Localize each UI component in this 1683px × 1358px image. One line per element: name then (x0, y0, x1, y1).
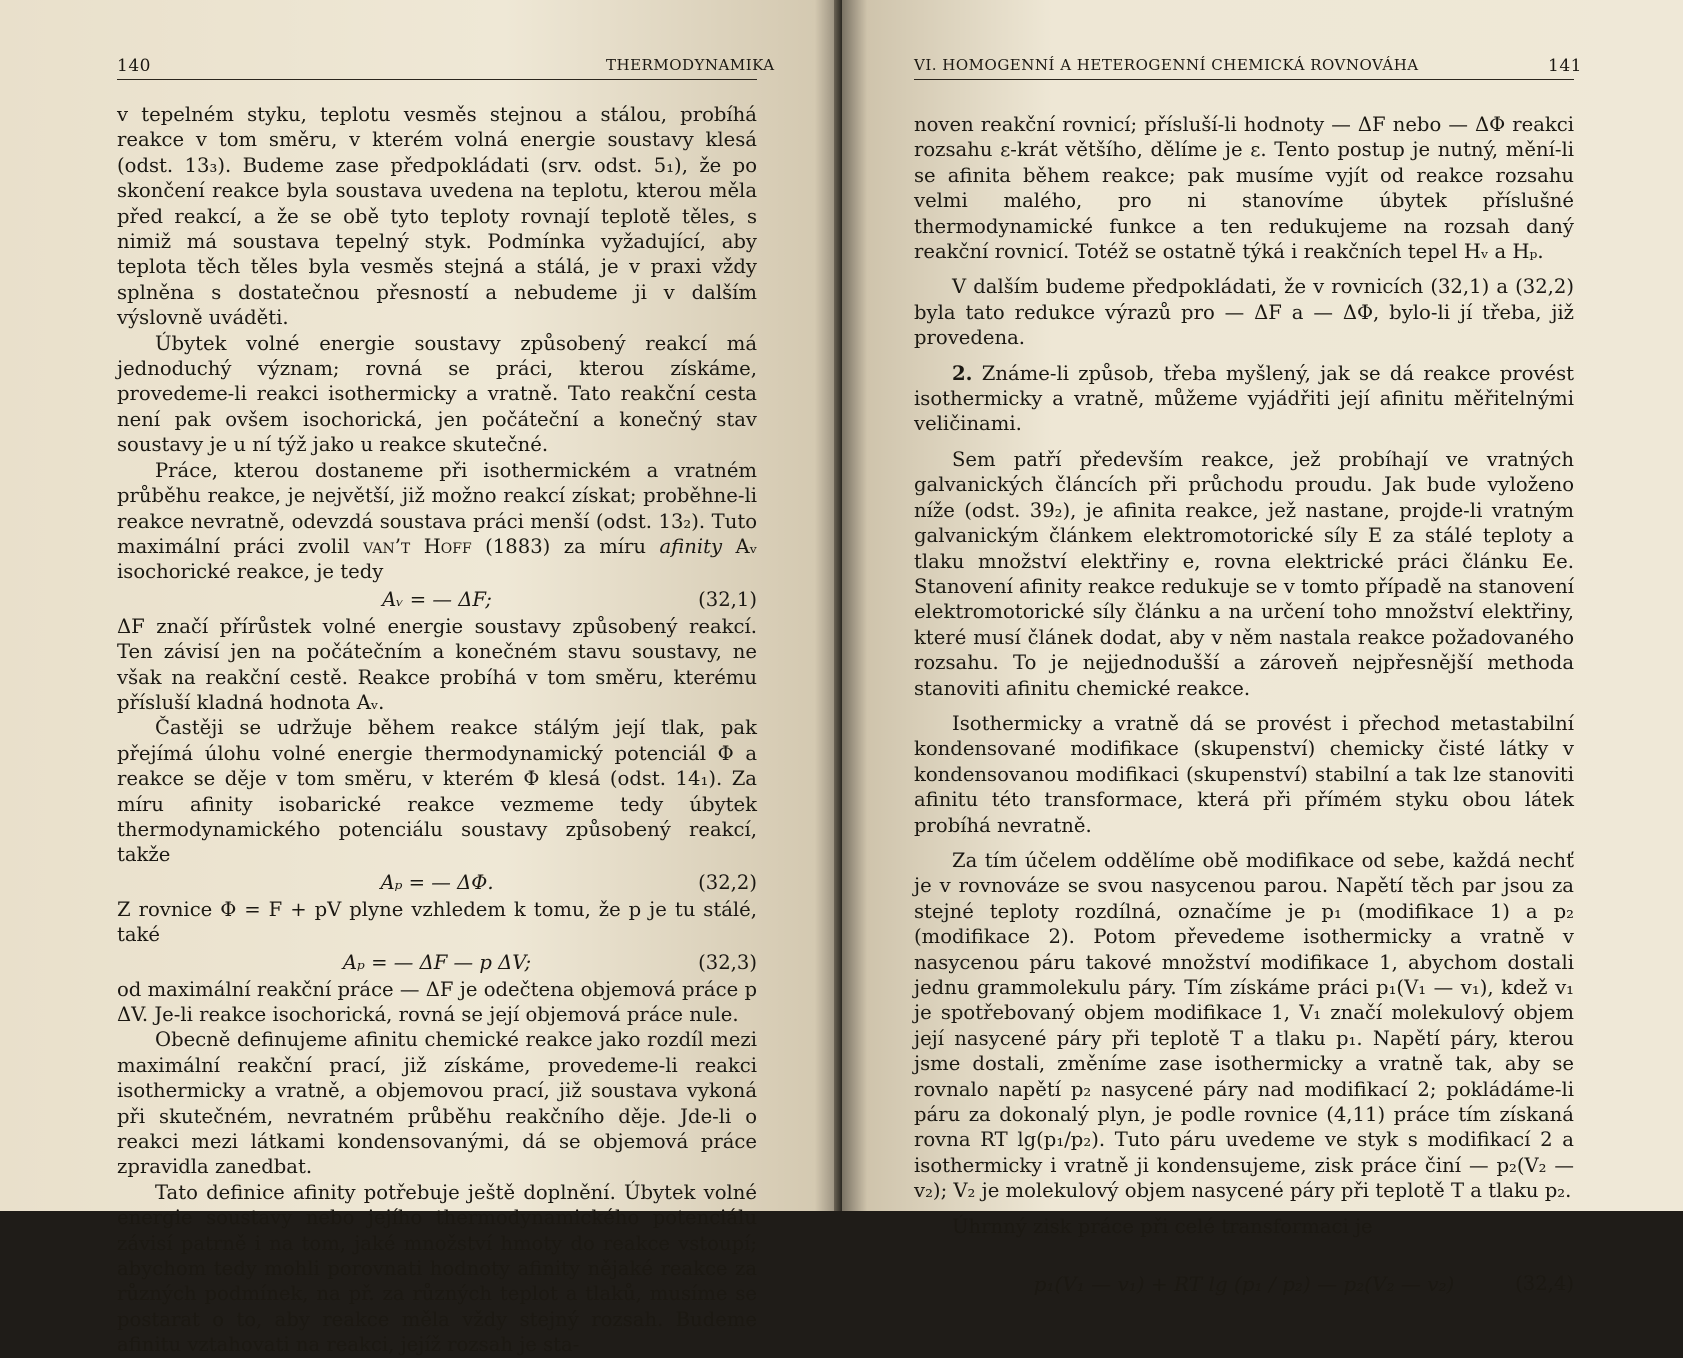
paragraph: Práce, kterou dostaneme při isothermickém a vratném průběhu reakce, je největší, již možno reakcí získat; proběhne-li reakce nevratně, odevzdá soustava práci menší (odst. 13₂). Tuto maximální práci zvolil van’t Hoff (1883) za míru afinity Aᵥ isochorické reakce, je tedy (117, 458, 757, 584)
left-page (0, 0, 840, 1357)
paragraph: Za tím účelem oddělíme obě modifikace od sebe, každá nechť je v rovnováze se svou nasycenou parou. Napětí těch par jsou za stejné teploty rozdílná, označíme je p₁ (modifikace 1) a p₂ (modifikace 2). Potom převedeme isothermicky a vratně v nasycenou páru takové množství modifikace 1, abychom dostali jednu grammolekulu páry. Tím získáme práci p₁(V₁ — v₁), kdež v₁ je spotřebovaný objem modifikace 1, V₁ značí molekulový objem její nasycené páry při teplotě T a tlaku p₁. Napětí páry, kterou jsme dostali, změníme zase isothermicky a vratně tak, aby se rovnalo napětí p₂ nasycené páry nad modifikací 2; pokládáme-li páru za dokonalý plyn, je podle rovnice (4,11) práce tím získaná rovna RT lg(p₁/p₂). Tuto páru uvedeme ve styk s modifikací 2 a isothermicky i vratně ji kondensujeme, zisk práce činí — p₂(V₂ — v₂); V₂ je molekulový objem nasycené páry při teplotě T a tlaku p₂. (914, 848, 1574, 1203)
term-afinity: afinity (659, 534, 723, 558)
paragraph: Obecně definujeme afinitu chemické reakce jako rozdíl mezi maximální reakční prací, již získáme, provedeme-li reakci isothermicky a vratně, a objemovou prací, již soustava vykoná při skutečném, nevratném průběhu reakčního děje. Jde-li o reakci mezi látkami kondensovanými, dá se objemová práce zpravidla zanedbat. (117, 1028, 757, 1179)
equation-32-3: Aₚ = — ΔF — p ΔV; (32,3) (117, 948, 757, 977)
right-body (914, 112, 1574, 1319)
paragraph: ΔF značí přírůstek volné energie soustavy způsobený reakcí. Ten závisí jen na počátečním a konečném stavu soustavy, ne však na reakční cestě. Reakce probíhá v tom směru, kterému přísluší kladná hodnota Aᵥ. (117, 614, 757, 714)
equation-number: (32,2) (698, 870, 757, 894)
paragraph: V dalším budeme předpokládati, že v rovnicích (32,1) a (32,2) byla tato redukce výrazů pro — ΔF a — ΔΦ, bylo-li jí třeba, již provedena. (914, 275, 1574, 350)
paragraph: od maximální reakční práce — ΔF je odečtena objemová práce p ΔV. Je-li reakce isochorická, rovná se její objemová práce nule. (117, 977, 757, 1026)
running-head-left: THERMODYNAMIKA (606, 56, 775, 74)
paragraph: noven reakční rovnicí; přísluší-li hodnoty — ΔF nebo — ΔΦ reakci rozsahu ε-krát většího, dělíme je ε. Tento postup je nutný, mění-li se afinita během reakce; pak musíme vyjít od reakce rozsahu velmi malého, pro ni stanovíme úbytek příslušné thermodynamické funkce a ten redukujeme na rozsah daný reakční rovnicí. Totéž se ostatně týká i reakčních tepel Hᵥ a Hₚ. (914, 113, 1574, 264)
page-number-right: 141 (1548, 56, 1582, 76)
section-number: 2. (952, 361, 973, 385)
left-body (117, 102, 757, 1358)
paragraph: Úhrnný zisk práce při celé transformaci je (952, 1214, 1373, 1238)
paragraph: Z rovnice Φ = F + pV plyne vzhledem k tomu, že p je tu stálé, také (117, 897, 757, 947)
equation-32-1: Aᵥ = — ΔF; (32,1) (117, 585, 757, 614)
paragraph: Isothermicky a vratně dá se provést i přechod metastabilní kondensované modifikace (skupenství) chemicky čisté látky v kondensovanou modifikaci (skupenství) stabilní a tak lze stanoviti afinitu této transformace, která při přímém styku obou látek probíhá nevratně. (914, 711, 1574, 837)
paragraph: Sem patří především reakce, jež probíhají ve vratných galvanických článcích při průchodu proudu. Jak bude vyloženo níže (odst. 39₂), je afinita reakce, jež nastane, projde-li vratným galvanickým článkem elektromotorické síly E za stálé teploty a tlaku množství elektřiny e, rovna elektrické práci článku Ee. Stanovení afinity reakce redukuje se v tomto případě na stanovení elektromotorické síly článku a na určení toho množství elektřiny, které musí článek dodat, aby v něm nastala reakce požadovaného rozsahu. To je nejjednodušší a zároveň nejpřesnější methoda stanoviti afinitu chemické reakce. (914, 447, 1575, 700)
paragraph: 2. Známe-li způsob, třeba myšlený, jak se dá reakce provést isothermicky a vratně, můžeme vyjádřiti její afinitu měřitelnými veličinami. (914, 361, 1574, 436)
equation-32-4: p₁(V₁ — v₁) + RT lg (p₁ / p₂) — p₂(V₂ — v₂) (32,4) (914, 1249, 1574, 1319)
equation-32-2: Aₚ = — ΔΦ. (32,2) (117, 868, 757, 897)
header-rule (914, 79, 1574, 80)
equation-number: (32,1) (698, 587, 757, 611)
paragraph: Častěji se udržuje během reakce stálým její tlak, pak přejímá úlohu volné energie thermodynamický potenciál Φ a reakce se děje v tom směru, v kterém Φ klesá (odst. 14₁). Za míru afinity isobarické reakce vezmeme tedy úbytek thermodynamického potenciálu soustavy způsobený reakcí, takže (117, 716, 757, 867)
page-number-left: 140 (117, 56, 151, 76)
paragraph: Tato definice afinity potřebuje ještě doplnění. Úbytek volné energie soustavy nebo jejího thermodynamického potenciálu závisí patrně i na tom, jaké množství hmoty do reakce vstoupí; abychom tedy mohli porovnati hodnoty afinity nějaké reakce za různých podmínek, na př. za různých teplot a tlaků, musíme se postarat o to, aby reakce měla vždy stejný rozsah. Budeme afinitu vztahovati na reakci, jejíž rozsah je sta- (117, 1180, 757, 1357)
equation-number: (32,4) (1515, 1272, 1574, 1296)
author-name: van’t Hoff (363, 534, 472, 558)
running-head-right: VI. HOMOGENNÍ A HETEROGENNÍ CHEMICKÁ ROVNOVÁHA (914, 56, 1419, 74)
right-page (842, 0, 1683, 1297)
header-rule (117, 79, 757, 80)
paragraph: v tepelném styku, teplotu vesměs stejnou a stálou, probíhá reakce v tom směru, v kterém volná energie soustavy klesá (odst. 13₃). Budeme zase předpokládati (srv. odst. 5₁), že po skončení reakce byla soustava uvedena na teplotu, kterou měla před reakcí, a že se obě tyto teploty rovnají teplotě těles, s nimiž má soustava tepelný styk. Podmínka vyžadující, aby teplota těch těles byla vesměs stejná a stálá, je v praxi vždy splněna s dostatečnou přesností a nebudeme ji v dalším výslovně uváděti. (117, 103, 757, 330)
equation-number: (32,3) (698, 950, 757, 974)
paragraph: Úbytek volné energie soustavy způsobený reakcí má jednoduchý význam; rovná se práci, kterou získáme, provedeme-li reakci isothermicky a vratně. Tato reakční cesta není pak ovšem isochorická, jen počáteční a konečný stav soustavy je u ní týž jako u reakce skutečné. (117, 331, 757, 457)
